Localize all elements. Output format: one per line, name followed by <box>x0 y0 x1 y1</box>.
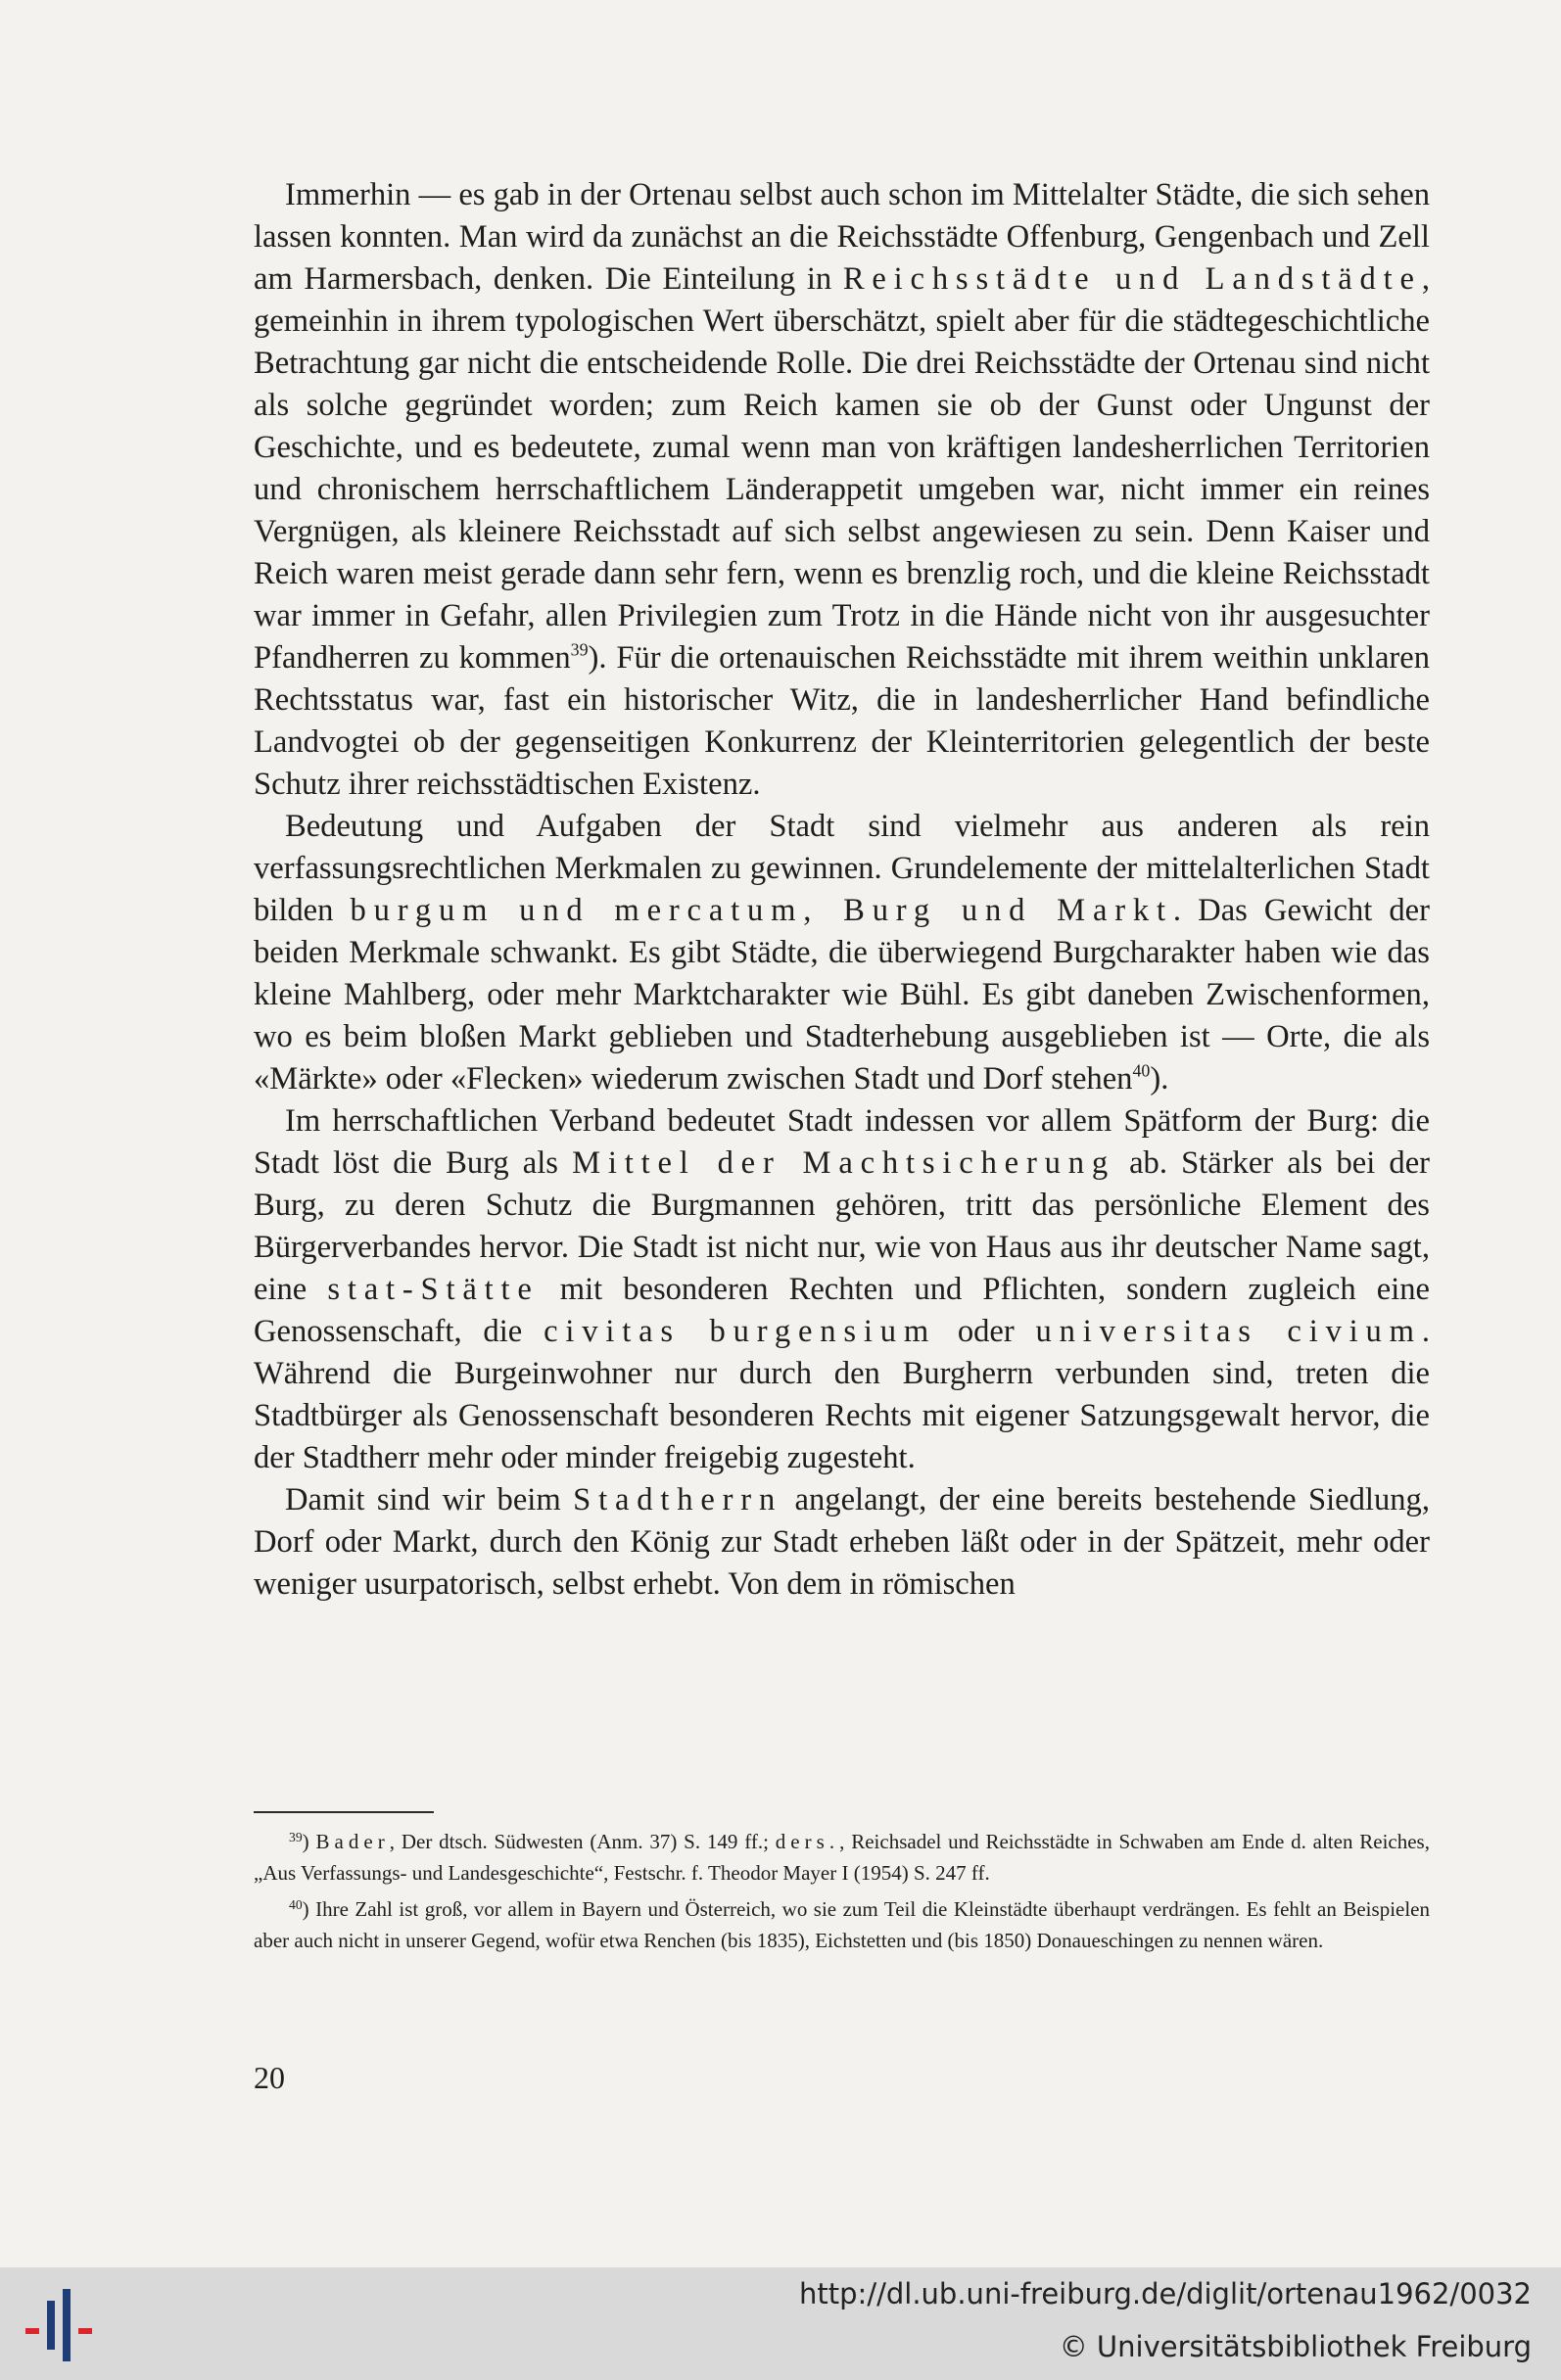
footnote <box>254 1894 1430 1956</box>
text-run: mit besonderen Rechten und Pflichten, sondern zugleich eine Genossenschaft, die <box>254 1272 1430 1349</box>
text-run: Im herrschaftlichen Verband bedeutet Stadt indessen vor allem Spätform der Burg: die Stadt löst die Burg als <box>254 1103 1430 1181</box>
paragraph <box>254 1479 1430 1606</box>
paragraph <box>254 174 1430 806</box>
text-run: . Das Gewicht der beiden Merkmale schwankt. Es gibt Städte, die überwiegend Burgcharakter haben wie das kleine Mahlberg, oder mehr Marktcharakter wie Bühl. Es gibt daneben Zwischenformen, wo es beim bloßen Markt geblieben und Stadterhebung ausgeblieben ist — Orte, die als «Märkte» oder «Flecken» wiederum zwischen Stadt und Dorf stehen <box>254 893 1430 1097</box>
spaced-emphasis: universitas civium <box>1035 1314 1422 1349</box>
footnote-ref: 40 <box>289 1897 303 1913</box>
text-run: ). <box>1150 1061 1169 1097</box>
spaced-emphasis: Mittel der Machtsicherung <box>572 1145 1115 1181</box>
footer-copyright: © Universitätsbibliothek Freiburg <box>1059 2330 1532 2363</box>
text-run: ) <box>302 1830 316 1853</box>
spaced-emphasis: burgum und mercatum, Burg und Markt <box>350 893 1173 928</box>
text-run: , Reichsadel und Reichsstädte in Schwaben am Ende d. alten Reiches, „Aus Verfassungs- und Landesgeschichte“, Festschr. f. Theodor Mayer I (1954) S. 247 ff. <box>254 1830 1430 1885</box>
spaced-emphasis: Reichsstädte und Landstädte <box>842 261 1422 297</box>
text-run: ab. Stärker als bei der Burg, zu deren Schutz die Burgmannen gehören, tritt das persönliche Element des Bürgerverbandes hervor. Die Stadt ist nicht nur, wie von Haus aus ihr deutscher Name sagt, eine <box>254 1145 1431 1307</box>
logo-bar-left <box>47 2301 55 2350</box>
page-number: 20 <box>254 2060 285 2095</box>
spaced-emphasis: Bader <box>315 1830 390 1853</box>
body-text <box>254 174 1430 1606</box>
footnotes <box>254 1827 1430 1956</box>
spaced-emphasis: civitas burgensium <box>544 1314 936 1349</box>
spaced-emphasis: stat-Stätte <box>327 1272 540 1307</box>
logo-dash-left <box>25 2328 39 2334</box>
footnote-ref: 39 <box>570 639 589 660</box>
spaced-emphasis: ders. <box>775 1830 840 1853</box>
paragraph <box>254 806 1430 1100</box>
text-run: Damit sind wir beim <box>285 1482 574 1517</box>
footnote <box>254 1827 1430 1889</box>
ub-freiburg-logo-icon[interactable] <box>18 2283 100 2365</box>
text-run: oder <box>936 1314 1036 1349</box>
text-run: ) Ihre Zahl ist groß, vor allem in Bayern und Österreich, wo sie zum Teil die Kleinstädte überhaupt verdrängen. Es fehlt an Beispielen aber auch nicht in unserer Gegend, wofür etwa Renchen (bis 1835), Eichstetten und (bis 1850) Donaueschingen zu nennen wären. <box>254 1897 1430 1952</box>
text-run: Immerhin — es gab in der Ortenau selbst auch schon im Mittelalter Städte, die sich sehen lassen konnten. Man wird da zunächst an die Reichsstädte Offenburg, Gengenbach und Zell am Harmersbach, denken. Die Einteilung in <box>254 177 1430 297</box>
logo-bar-right <box>63 2289 71 2361</box>
footnote-ref: 39 <box>289 1830 303 1845</box>
viewer-footer <box>0 2267 1561 2380</box>
spaced-emphasis: Stadtherrn <box>573 1482 783 1517</box>
text-run: Bedeutung und Aufgaben der Stadt sind vielmehr aus anderen als rein verfassungsrechtlichen Merkmalen zu gewinnen. Grundelemente der mittelalterlichen Stadt bilden <box>254 809 1430 928</box>
text-run: , gemeinhin in ihrem typologischen Wert überschätzt, spielt aber für die städtegeschichtliche Betrachtung gar nicht die entscheidende Rolle. Die drei Reichsstädte der Ortenau sind nicht als solche gegründet worden; zum Reich kamen sie ob der Gunst oder Ungunst der Geschichte, und es bedeutete, zumal wenn man von kräftigen landesherrlichen Territorien und chronischem herrschaftlichem Länderappetit umgeben war, nicht immer ein reines Vergnügen, als kleinere Reichsstadt auf sich selbst angewiesen zu sein. Denn Kaiser und Reich waren meist gerade dann sehr fern, wenn es brenzlig roch, und die kleine Reichsstadt war immer in Gefahr, allen Privilegien zum Trotz in die Hände nicht von ihr ausgesuchter Pfandherren zu kommen <box>254 261 1430 676</box>
text-run: ). Für die ortenauischen Reichsstädte mit ihrem weithin unklaren Rechtsstatus war, fast ein historischer Witz, die in landesherrlicher Hand befindliche Landvogtei ob der gegenseitigen Konkurrenz der Kleinterritorien gelegentlich der beste Schutz ihrer reichsstädtischen Existenz. <box>254 640 1430 802</box>
footnote-divider <box>254 1811 434 1813</box>
footnote-ref: 40 <box>1132 1060 1151 1081</box>
logo-dash-right <box>78 2328 92 2334</box>
text-run: angelangt, der eine bereits bestehende Siedlung, Dorf oder Markt, durch den König zur Stadt erheben läßt oder in der Spätzeit, mehr oder weniger usurpatorisch, selbst erhebt. Von dem in römischen <box>254 1482 1430 1602</box>
footer-url-link[interactable]: http://dl.ub.uni-freiburg.de/diglit/ortenau1962/0032 <box>799 2277 1532 2310</box>
text-run: , Der dtsch. Südwesten (Anm. 37) S. 149 ff.; <box>389 1830 776 1853</box>
paragraph <box>254 1100 1430 1479</box>
text-run: . Während die Burgeinwohner nur durch den Burgherrn verbunden sind, treten die Stadtbürger als Genossenschaft besonderen Rechts mit eigener Satzungsgewalt hervor, die der Stadtherr mehr oder minder freigebig zugesteht. <box>254 1314 1430 1475</box>
